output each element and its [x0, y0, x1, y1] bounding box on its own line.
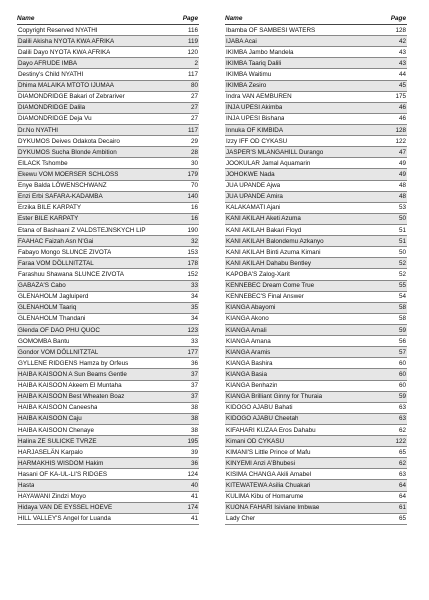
entry-name: Enye Balda LÖWENSCHWANZ — [18, 182, 107, 190]
table-row — [17, 369, 199, 380]
table-row — [17, 403, 199, 414]
table-row — [225, 458, 407, 469]
table-row — [225, 169, 407, 180]
table-row — [17, 158, 199, 169]
entry-name: KIANGA Akono — [226, 315, 269, 323]
table-row — [17, 325, 199, 336]
table-row — [225, 36, 407, 47]
entry-page: 49 — [398, 159, 406, 167]
entry-page: 34 — [190, 315, 198, 323]
table-row — [17, 25, 199, 36]
table-row — [17, 236, 199, 247]
entry-page: 63 — [398, 404, 406, 412]
entry-name: KITEWATEWA Asilia Chuakari — [226, 482, 311, 490]
entry-name: Indra VAN AEMBUREN — [226, 93, 292, 101]
entry-page: 16 — [190, 215, 198, 223]
table-row — [225, 369, 407, 380]
entry-page: 62 — [398, 426, 406, 434]
entry-name: Dalili Akisha NYOTA KWA AFRIKA — [18, 37, 115, 45]
table-row — [225, 392, 407, 403]
entry-page: 2 — [194, 59, 198, 67]
table-row — [225, 81, 407, 92]
entry-name: Lady Cher — [226, 515, 256, 523]
entry-page: 27 — [190, 104, 198, 112]
table-row — [17, 81, 199, 92]
entry-page: 34 — [190, 293, 198, 301]
table-row — [225, 403, 407, 414]
entry-page: 64 — [398, 493, 406, 501]
entry-name: Dalili Dayo NYOTA KWA AFRIKA — [18, 48, 111, 56]
table-row — [225, 69, 407, 80]
entry-page: 174 — [187, 504, 198, 512]
table-row — [17, 103, 199, 114]
table-row — [17, 425, 199, 436]
entry-name: KIDOGO AJABU Bahati — [226, 404, 293, 412]
entry-name: Ekewu VOM MOERSER SCHLOSS — [18, 170, 119, 178]
page-column-header: Page — [182, 15, 198, 22]
entry-name: DIAMONDRIDGE Deja Vu — [18, 115, 92, 123]
column-header — [225, 13, 407, 24]
entry-page: 80 — [190, 82, 198, 90]
entry-page: 49 — [398, 170, 406, 178]
entry-page: 62 — [398, 459, 406, 467]
entry-name: KANI AKILAH Bakari Floyd — [226, 226, 302, 234]
entry-page: 60 — [398, 382, 406, 390]
entry-page: 153 — [187, 248, 198, 256]
entry-page: 195 — [187, 437, 198, 445]
entry-name: JUA UPANDE Ajwa — [226, 182, 281, 190]
entry-page: 119 — [187, 37, 198, 45]
entry-name: Dayo AFRUDE IMBA — [18, 59, 78, 67]
table-row — [225, 147, 407, 158]
entry-name: KIFAHARI KUZAA Eros Dahabu — [226, 426, 316, 434]
entry-name: KINYEMI Anzi A'Bhubesi — [226, 459, 296, 467]
entry-name: JOHOKWE Nada — [226, 170, 275, 178]
table-row — [225, 225, 407, 236]
entry-name: HAIBA KAISOON Chenaye — [18, 426, 94, 434]
table-row — [225, 381, 407, 392]
entry-name: KANI AKILAH Dahabu Bentley — [226, 259, 312, 267]
entry-page: 38 — [190, 415, 198, 423]
table-row — [225, 436, 407, 447]
entry-name: KISIMA CHANGA Akili Amabel — [226, 470, 312, 478]
table-row — [225, 492, 407, 503]
entry-name: KANI AKILAH Binti Azuma Kimani — [226, 248, 321, 256]
entry-name: Glenda OF DAO PHU QUOC — [18, 326, 100, 334]
entry-page: 65 — [398, 448, 406, 456]
entry-name: INJA UPESI Bishana — [226, 115, 285, 123]
index-table-left — [17, 24, 199, 525]
table-row — [225, 214, 407, 225]
entry-page: 46 — [398, 104, 406, 112]
table-row — [17, 292, 199, 303]
table-row — [17, 136, 199, 147]
entry-page: 43 — [398, 48, 406, 56]
table-row — [225, 258, 407, 269]
entry-page: 128 — [395, 26, 406, 34]
entry-name: KALAKAMATI Ajani — [226, 204, 281, 212]
table-row — [17, 336, 199, 347]
entry-page: 33 — [190, 337, 198, 345]
table-row — [17, 314, 199, 325]
table-row — [17, 303, 199, 314]
table-row — [225, 136, 407, 147]
table-row — [225, 480, 407, 491]
entry-page: 30 — [190, 159, 198, 167]
table-row — [17, 414, 199, 425]
entry-page: 51 — [398, 237, 406, 245]
entry-name: Hidaya VAN DE EYSSEL HOEVE — [18, 504, 113, 512]
index-page — [17, 13, 414, 587]
table-row — [225, 192, 407, 203]
entry-name: HAIBA KAISOON Caju — [18, 415, 82, 423]
table-row — [17, 214, 199, 225]
entry-name: GOMOMBA Bantu — [18, 337, 70, 345]
table-row — [17, 436, 199, 447]
table-row — [17, 225, 199, 236]
table-row — [17, 458, 199, 469]
table-row — [225, 414, 407, 425]
entry-page: 39 — [190, 448, 198, 456]
table-row — [17, 58, 199, 69]
entry-page: 122 — [395, 437, 406, 445]
entry-page: 40 — [190, 482, 198, 490]
entry-name: HILL VALLEY'S Angel for Luanda — [18, 515, 111, 523]
table-row — [17, 258, 199, 269]
table-row — [17, 469, 199, 480]
table-row — [225, 347, 407, 358]
table-row — [225, 292, 407, 303]
table-row — [225, 58, 407, 69]
entry-name: KIANGA Amali — [226, 326, 267, 334]
entry-name: JASPER'S MLANGAHILL Durango — [226, 148, 324, 156]
entry-name: HAIBA KAISOON Akeem El Muntaha — [18, 382, 122, 390]
entry-page: 37 — [190, 370, 198, 378]
entry-name: KIANGA Aramis — [226, 348, 271, 356]
entry-page: 58 — [398, 315, 406, 323]
table-row — [225, 303, 407, 314]
entry-name: GABAZA'S Cabo — [18, 282, 66, 290]
table-row — [17, 447, 199, 458]
name-column-header: Name — [17, 15, 35, 22]
entry-page: 128 — [395, 126, 406, 134]
entry-page: 37 — [190, 382, 198, 390]
table-row — [225, 325, 407, 336]
table-row — [225, 503, 407, 514]
table-row — [225, 47, 407, 58]
entry-name: Izzy IFF OD CYKASU — [226, 137, 288, 145]
entry-name: KIDOGO AJABU Cheetah — [226, 415, 299, 423]
table-row — [17, 358, 199, 369]
entry-page: 64 — [398, 482, 406, 490]
entry-name: DIAMONDRIDGE Bakari of Zebrariver — [18, 93, 125, 101]
entry-name: Dhima MALAIKA MTOTO IJUMAA — [18, 82, 114, 90]
entry-name: KUONA FAHARI Isiviane Imbwae — [226, 504, 320, 512]
table-row — [225, 425, 407, 436]
entry-page: 59 — [398, 393, 406, 401]
entry-name: KIANGA Amana — [226, 337, 271, 345]
entry-page: 50 — [398, 215, 406, 223]
table-row — [17, 392, 199, 403]
table-row — [225, 314, 407, 325]
entry-page: 124 — [187, 470, 198, 478]
table-row — [225, 336, 407, 347]
entry-name: IJABA Acai — [226, 37, 257, 45]
entry-page: 52 — [398, 270, 406, 278]
table-row — [225, 158, 407, 169]
entry-page: 70 — [190, 182, 198, 190]
entry-page: 51 — [398, 226, 406, 234]
table-row — [225, 247, 407, 258]
entry-page: 29 — [190, 137, 198, 145]
entry-name: HAIBA KAISOON Caneesha — [18, 404, 98, 412]
entry-name: KENNEBEC Dream Come True — [226, 282, 315, 290]
table-row — [17, 125, 199, 136]
entry-page: 116 — [187, 26, 198, 34]
table-row — [17, 92, 199, 103]
table-row — [17, 47, 199, 58]
table-row — [17, 192, 199, 203]
entry-page: 38 — [190, 404, 198, 412]
entry-name: IKIMBA Jambo Mandela — [226, 48, 294, 56]
table-row — [225, 236, 407, 247]
table-row — [225, 181, 407, 192]
table-row — [17, 492, 199, 503]
table-row — [225, 125, 407, 136]
entry-name: IKIMBA Waitimu — [226, 71, 272, 78]
index-column-right — [225, 13, 407, 525]
table-row — [225, 114, 407, 125]
entry-page: 46 — [398, 115, 406, 123]
table-row — [225, 269, 407, 280]
entry-name: KIANGA Basia — [226, 370, 267, 378]
entry-page: 41 — [190, 493, 198, 501]
entry-name: KIMANI'S Little Prince of Mafu — [226, 448, 311, 456]
entry-page: 53 — [398, 204, 406, 212]
table-row — [17, 69, 199, 80]
entry-name: GLENAHOLM Thandani — [18, 315, 86, 323]
table-row — [17, 147, 199, 158]
table-row — [17, 247, 199, 258]
entry-name: Hasta — [18, 482, 35, 490]
table-row — [17, 503, 199, 514]
entry-page: 57 — [398, 348, 406, 356]
table-row — [225, 447, 407, 458]
entry-page: 123 — [187, 326, 198, 334]
entry-page: 48 — [398, 182, 406, 190]
entry-page: 41 — [190, 515, 198, 523]
entry-name: GLENAHOLM Jagluiperd — [18, 293, 89, 301]
entry-page: 36 — [190, 359, 198, 367]
entry-name: HAYAWANI Zindzi Moyo — [18, 493, 86, 501]
entry-name: IKIMBA Zesiro — [226, 82, 267, 90]
entry-page: 45 — [398, 82, 406, 90]
table-row — [225, 25, 407, 36]
entry-page: 117 — [187, 126, 198, 134]
entry-page: 27 — [190, 93, 198, 101]
table-row — [225, 469, 407, 480]
entry-page: 122 — [395, 137, 406, 145]
table-row — [225, 514, 407, 525]
entry-name: EILACK Tshombe — [18, 159, 68, 167]
entry-name: JUA UPANDE Amira — [226, 193, 283, 201]
table-row — [17, 203, 199, 214]
entry-name: Destiny's Child NYATHI — [18, 71, 84, 78]
table-row — [225, 203, 407, 214]
entry-name: Etana of Bashaani Z VALDSTEJNSKYCH LIP — [18, 226, 146, 234]
entry-page: 16 — [190, 204, 198, 212]
entry-page: 56 — [398, 337, 406, 345]
entry-name: GLENAHOLM Taariq — [18, 304, 77, 312]
entry-name: Gondor VOM DÖLLNITZTAL — [18, 348, 99, 356]
entry-name: Copyright Reserved NYATHI — [18, 26, 98, 34]
table-row — [225, 358, 407, 369]
entry-name: KULIMA Kibu of Homarume — [226, 493, 304, 501]
entry-page: 120 — [187, 48, 198, 56]
entry-page: 60 — [398, 359, 406, 367]
entry-name: INJA UPESI Akimba — [226, 104, 283, 112]
table-row — [17, 36, 199, 47]
entry-page: 50 — [398, 248, 406, 256]
table-row — [17, 269, 199, 280]
entry-name: GYLLENE RIDGENS Hamza by Orfeus — [18, 359, 129, 367]
entry-name: Erzika BILE KARPATY — [18, 204, 82, 212]
entry-name: HARMAKHIS WISDOM Hakim — [18, 459, 104, 467]
entry-page: 35 — [190, 304, 198, 312]
entry-page: 27 — [190, 115, 198, 123]
entry-page: 33 — [190, 282, 198, 290]
table-row — [17, 281, 199, 292]
entry-name: Farashuu Shawana SLUNCE ZIVOTA — [18, 270, 124, 278]
entry-name: FAAHAC Faizah Asn N'Gai — [18, 237, 94, 245]
entry-name: KENNEBEC'S Final Answer — [226, 293, 304, 301]
entry-page: 63 — [398, 415, 406, 423]
entry-page: 32 — [190, 237, 198, 245]
entry-page: 117 — [187, 71, 198, 78]
table-row — [17, 114, 199, 125]
entry-name: DYKUMOS Sucha Blonde Ambition — [18, 148, 117, 156]
column-header — [17, 13, 199, 24]
entry-name: Innuka OF KIMBIDA — [226, 126, 284, 134]
entry-page: 48 — [398, 193, 406, 201]
entry-page: 37 — [190, 393, 198, 401]
entry-name: Hasani OF KA-UL-LI'S RIDGES — [18, 470, 108, 478]
entry-page: 58 — [398, 304, 406, 312]
table-row — [17, 480, 199, 491]
entry-name: Dr.No NYATHI — [18, 126, 59, 134]
entry-name: KAPOBA'S Zalog-Xarit — [226, 270, 290, 278]
entry-name: KIANGA Bashira — [226, 359, 273, 367]
table-row — [225, 92, 407, 103]
entry-page: 152 — [187, 270, 198, 278]
entry-name: HARJASELÄN Karpalo — [18, 448, 83, 456]
entry-name: Kimani OD CYKASU — [226, 437, 285, 445]
entry-page: 44 — [398, 71, 406, 78]
entry-name: Enzi Erbi SAFARA-KADAMBA — [18, 193, 103, 201]
entry-name: HAIBA KAISOON Best Wheaten Boaz — [18, 393, 125, 401]
entry-page: 59 — [398, 326, 406, 334]
entry-page: 65 — [398, 515, 406, 523]
entry-page: 179 — [187, 170, 198, 178]
table-row — [225, 281, 407, 292]
index-column-left — [17, 13, 199, 525]
entry-page: 52 — [398, 259, 406, 267]
entry-name: KIANGA Benhazin — [226, 382, 278, 390]
entry-page: 190 — [187, 226, 198, 234]
table-row — [225, 103, 407, 114]
entry-page: 60 — [398, 370, 406, 378]
entry-page: 61 — [398, 504, 406, 512]
entry-name: KIANGA Brilliant Ginny for Thuraia — [226, 393, 323, 401]
entry-name: Ester BILE KARPATY — [18, 215, 79, 223]
entry-name: Faraa VOM DÖLLNITZTAL — [18, 259, 94, 267]
entry-name: HAIBA KAISOON A Sun Beams Gentle — [18, 370, 127, 378]
entry-page: 47 — [398, 148, 406, 156]
table-row — [17, 347, 199, 358]
entry-name: IKIMBA Taariq Dalili — [226, 59, 282, 67]
entry-name: Halina ZE SULICKE TVRZE — [18, 437, 97, 445]
entry-page: 63 — [398, 470, 406, 478]
entry-name: KIANGA Abayomi — [226, 304, 276, 312]
index-table-right — [225, 24, 407, 525]
entry-page: 42 — [398, 37, 406, 45]
entry-page: 36 — [190, 459, 198, 467]
table-row — [17, 381, 199, 392]
page-column-header: Page — [390, 15, 406, 22]
table-row — [17, 169, 199, 180]
entry-page: 28 — [190, 148, 198, 156]
entry-page: 38 — [190, 426, 198, 434]
name-column-header: Name — [225, 15, 243, 22]
entry-name: DIAMONDRIDGE Dalila — [18, 104, 86, 112]
entry-page: 178 — [187, 259, 198, 267]
entry-page: 140 — [187, 193, 198, 201]
table-row — [17, 514, 199, 525]
entry-name: DYKUMOS Deives Odakota Decairo — [18, 137, 120, 145]
entry-name: KANI AKILAH Aketi Azuma — [226, 215, 301, 223]
entry-page: 54 — [398, 293, 406, 301]
entry-page: 43 — [398, 59, 406, 67]
entry-page: 55 — [398, 282, 406, 290]
entry-page: 177 — [187, 348, 198, 356]
entry-name: JOOKULAR Jamal Aquamarin — [226, 159, 311, 167]
entry-name: Ibamba OF SAMBESI WATERS — [226, 26, 316, 34]
entry-name: Fabayo Mongo SLUNCE ZIVOTA — [18, 248, 112, 256]
entry-page: 175 — [395, 93, 406, 101]
entry-name: KANI AKILAH Balondemu Azkanyo — [226, 237, 324, 245]
table-row — [17, 181, 199, 192]
